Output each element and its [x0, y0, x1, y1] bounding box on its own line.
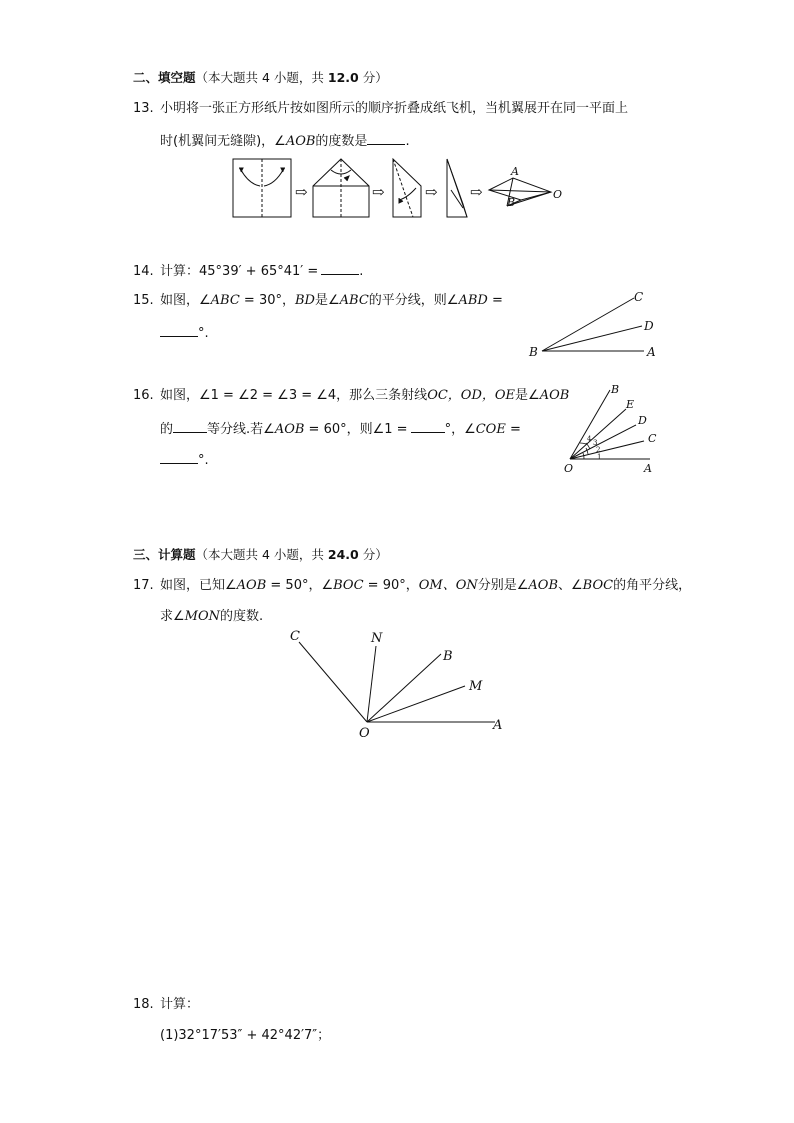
fold-step-1 — [233, 159, 291, 217]
q13-number: 13. — [133, 101, 154, 116]
q16-t5: = 60°，则∠1 = — [304, 422, 408, 437]
q14-line — [133, 260, 363, 282]
fold-label-A: A — [511, 165, 519, 178]
q15-t4: 的平分线，则∠ — [368, 293, 459, 308]
fold-arrow-2: ⇨ — [372, 183, 385, 201]
q16-angle-2: 2 — [596, 446, 601, 454]
section-2-heading — [133, 68, 388, 86]
ray-OB — [367, 654, 441, 722]
q16-t2: 是∠ — [515, 388, 540, 403]
q15-label-A: A — [647, 345, 656, 359]
q16-label-B: B — [611, 383, 620, 396]
q15-line2 — [160, 322, 209, 344]
q13-answer-blank[interactable] — [367, 130, 405, 145]
q16-label-E: E — [626, 398, 635, 411]
q16-v-coe: COE — [475, 422, 506, 437]
q15-label-D: D — [644, 319, 654, 333]
q15-v4: ABD — [458, 293, 488, 308]
q16-figure — [562, 382, 672, 477]
q16-answer-blank-1[interactable] — [173, 418, 207, 433]
q17-label-O: O — [359, 726, 370, 741]
fold-arrow-4: ⇨ — [470, 183, 483, 201]
q15-t2: = 30°， — [239, 293, 295, 308]
ray-ON — [367, 646, 376, 722]
q16-line1 — [133, 386, 569, 406]
q14-end: . — [359, 264, 364, 279]
q14-text: 计算：45°39′ + 65°41′ = — [160, 264, 319, 279]
q17-label-C: C — [290, 629, 300, 644]
q18-text: 计算： — [160, 997, 200, 1012]
q17-label-M: M — [469, 679, 483, 694]
q16-answer-blank-3[interactable] — [160, 449, 198, 464]
q16-t4: 等分线.若∠ — [207, 422, 275, 437]
fold-step-4 — [447, 159, 467, 217]
q14-answer-blank[interactable] — [321, 260, 359, 275]
q17-t5: 、∠ — [558, 578, 583, 593]
q18-sub1 — [160, 1026, 330, 1046]
fold-step-2 — [313, 159, 369, 217]
fold-arrow-1: ⇨ — [295, 183, 308, 201]
q13-line2 — [160, 130, 410, 152]
q15-v2: BD — [295, 293, 315, 308]
ray-OM — [367, 686, 465, 722]
q17-t8: 的度数. — [220, 609, 264, 624]
fold-label-O: O — [553, 188, 563, 201]
q17-t2: = 50°，∠ — [266, 578, 334, 593]
q16-t3: 的 — [160, 422, 174, 437]
q13-var-aob: AOB — [285, 134, 316, 149]
section-3-note-suffix: 分） — [358, 547, 388, 562]
fold-label-B: B — [507, 196, 516, 209]
q15-t5: = — [487, 293, 503, 308]
q15-v1: ABC — [210, 293, 240, 308]
q13-text-line1: 小明将一张正方形纸片按如图所示的顺序折叠成纸飞机，当机翼展开在同一平面上 — [160, 101, 629, 116]
section-2-title: 二、填空题 — [133, 70, 196, 85]
q17-label-A: A — [493, 718, 503, 733]
q17-v4: AOB — [528, 578, 559, 593]
q17-v-mon: MON — [184, 609, 220, 624]
ray-OC — [299, 642, 367, 722]
q16-end: °. — [198, 453, 209, 468]
q13-line1 — [133, 99, 628, 119]
q13-folding-figure — [231, 156, 571, 220]
q14-number: 14. — [133, 264, 154, 279]
fold-step-5-plane — [489, 178, 551, 206]
section-3-title: 三、计算题 — [133, 547, 196, 562]
ray-BC — [542, 298, 634, 351]
q17-t1: 如图，已知∠ — [160, 578, 237, 593]
fold-step-3 — [393, 159, 421, 217]
q15-label-C: C — [634, 290, 644, 304]
section-3-heading — [133, 545, 388, 563]
q17-line2 — [160, 607, 263, 627]
q17-t4: 分别是∠ — [477, 578, 529, 593]
fold-arrow-3: ⇨ — [425, 183, 438, 201]
q16-v-aob: AOB — [539, 388, 570, 403]
q15-label-B: B — [529, 345, 538, 359]
section-2-score: 12.0 — [327, 70, 359, 85]
q18-number: 18. — [133, 997, 154, 1012]
q15-end: °. — [198, 326, 209, 341]
q17-t6: 的角平分线， — [613, 578, 692, 593]
q16-label-C: C — [648, 432, 657, 445]
q18-sub1-text: (1)32°17′53″ + 42°42′7″； — [160, 1028, 331, 1043]
q13-text-a: 时(机翼间无缝隙)，∠ — [160, 134, 286, 149]
q17-line1 — [133, 576, 691, 596]
q17-t7: 求∠ — [160, 609, 185, 624]
section-3-score: 24.0 — [327, 547, 359, 562]
q16-answer-blank-2[interactable] — [411, 418, 445, 433]
q16-t1: 如图，∠1 = ∠2 = ∠3 = ∠4，那么三条射线 — [160, 388, 428, 403]
q16-angle-4: 4 — [587, 435, 592, 443]
q17-v2: BOC — [333, 578, 364, 593]
q15-line1 — [133, 291, 503, 311]
q16-line2 — [160, 418, 521, 440]
q15-t1: 如图，∠ — [160, 293, 211, 308]
q16-number: 16. — [133, 388, 154, 403]
q15-number: 15. — [133, 293, 154, 308]
q16-label-D: D — [638, 414, 647, 427]
q16-t7: = — [505, 422, 521, 437]
q16-label-O: O — [564, 462, 574, 475]
q18-line1 — [133, 995, 199, 1015]
q17-number: 17. — [133, 578, 154, 593]
ray-OC — [570, 441, 644, 459]
q17-figure — [285, 627, 515, 742]
q17-t3: = 90°， — [363, 578, 419, 593]
q16-angle-3: 3 — [593, 439, 598, 447]
q15-v3: ABC — [339, 293, 369, 308]
q15-t3: 是∠ — [314, 293, 340, 308]
q13-text-b: 的度数是 — [315, 134, 368, 149]
q16-t6: °，∠ — [444, 422, 476, 437]
q15-figure — [526, 288, 666, 358]
q17-label-B: B — [443, 649, 453, 664]
q15-answer-blank[interactable] — [160, 322, 198, 337]
section-3-note-prefix: （本大题共 4 小题，共 — [195, 547, 328, 562]
q17-v3: OM、ON — [418, 578, 478, 593]
q16-v-aob-2: AOB — [274, 422, 305, 437]
q17-v5: BOC — [582, 578, 614, 593]
q13-text-end: . — [405, 134, 410, 149]
q16-label-A: A — [644, 462, 652, 475]
section-2-note-prefix: （本大题共 4 小题，共 — [195, 70, 328, 85]
ray-BD — [542, 326, 642, 351]
q17-v1: AOB — [236, 578, 267, 593]
q16-rays: OC，OD，OE — [427, 388, 516, 403]
q16-angle-1: 1 — [597, 453, 602, 461]
q17-label-N: N — [371, 631, 383, 646]
section-2-note-suffix: 分） — [358, 70, 388, 85]
q16-line3 — [160, 449, 209, 471]
